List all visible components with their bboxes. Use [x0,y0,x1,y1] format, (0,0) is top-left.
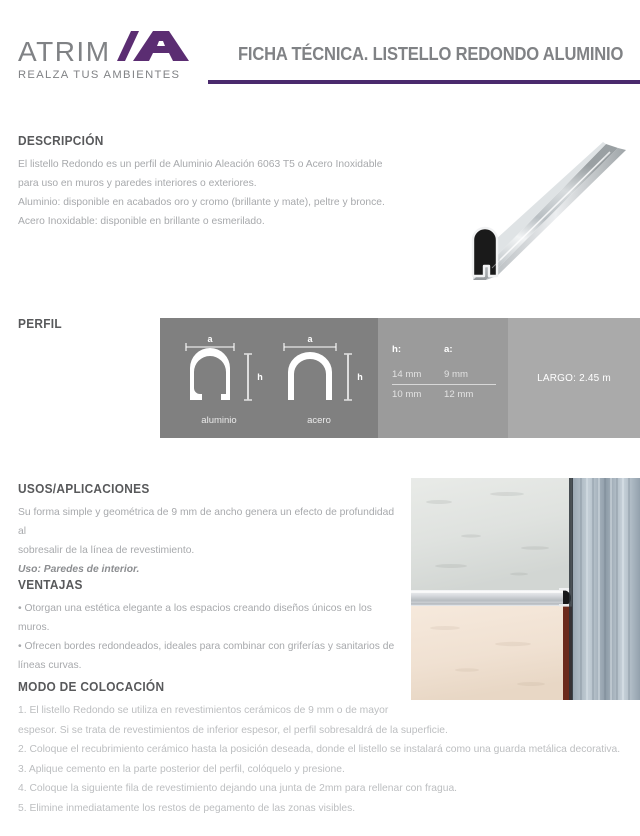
perfil-figures-band [160,318,378,438]
measure-cell: 12 mm [444,389,474,400]
descripcion-line: Acero Inoxidable: disponible en brillante o esmerilado. [18,216,265,227]
page-title: FICHA TÉCNICA. LISTELLO REDONDO ALUMINIO [238,44,624,64]
usos-body [18,503,396,579]
perfil-heading: PERFIL [18,317,62,331]
measures-row [392,369,496,384]
measure-cell: 14 mm [392,369,422,380]
measure-cell: 10 mm [392,389,422,400]
usos-heading: USOS/APLICACIONES [18,482,150,496]
perfil-largo-band [508,318,640,438]
application-photo [411,478,640,700]
measures-header-row [392,344,496,355]
profile-caption-aluminio: aluminio [201,415,237,426]
profile-figure-acero [264,332,374,426]
header-accent-rule [208,80,640,84]
modo-step: 4. Coloque la siguiente fila de revestimiento dejando una junta de 2mm para rellenar con fragua. [18,783,458,794]
descripcion-line: Aluminio: disponible en acabados oro y cromo (brillante y mate), peltre y bronce. [18,197,385,208]
section-modo-colocacion [18,680,626,818]
perfil-panel [160,318,640,438]
descripcion-line: para uso en muros y paredes interiores o exteriores. [18,178,257,189]
modo-step: 2. Coloque el recubrimiento cerámico hasta la posición deseada, donde el listello se instalará como una guarda metálica decorativa. [18,744,621,755]
brand-tagline: REALZA TUS AMBIENTES [18,69,181,81]
ventajas-item: • Ofrecen bordes redondeados, ideales para combinar con griferías y sanitarios de [18,641,395,652]
dim-a-label: a [307,334,313,344]
brand-logo [18,36,203,81]
section-usos [18,482,396,579]
section-ventajas [18,578,396,675]
descripcion-heading: DESCRIPCIÓN [18,134,104,148]
measures-row [392,384,496,400]
modo-step: espesor. Si se trata de revestimientos de inferior espesor, el perfil sobresaldrá de la superficie. [18,724,448,736]
measures-col-a: a: [444,344,453,355]
ventajas-item: • Otorgan una estética elegante a los espacios creando diseños únicos en los muros. [18,603,372,633]
largo-label: LARGO: 2.45 m [537,372,611,384]
usos-line: Su forma simple y geométrica de 9 mm de ancho genera un efecto de profundidad al [18,507,395,537]
perfil-measures-band [378,318,508,438]
modo-step: 5. Elimine inmediatamente los restos de pegamento de las zonas visibles. [18,802,356,814]
profile-figure-aluminio [164,332,274,426]
descripcion-body [18,155,418,231]
usos-line: sobresalir de la línea de revestimiento. [18,545,195,556]
dim-a-label: a [207,334,213,344]
brand-name: ATRIM [18,36,111,67]
descripcion-line: El listello Redondo es un perfil de Aluminio Aleación 6063 T5 o Acero Inoxidable [18,159,383,170]
atrim-a-mark-icon [117,31,189,66]
ventajas-item: líneas curvas. [18,660,82,671]
measures-col-h: h: [392,344,402,355]
profile-caption-acero: acero [307,415,331,426]
modo-step: 3. Aplique cemento en la parte posterior del perfil, colóquelo y presione. [18,763,345,775]
dim-h-label: h [257,372,263,382]
modo-step: 1. El listello Redondo se utiliza en revestimientos cerámicos de 9 mm o de mayor [18,705,389,716]
measure-cell: 9 mm [444,369,468,380]
usos-note: Uso: Paredes de interior. [18,564,140,575]
product-render-image [440,140,630,290]
measures-table [392,344,496,400]
section-descripcion [18,134,418,231]
dim-h-label: h [357,372,363,382]
logo-row [18,36,203,66]
modo-heading: MODO DE COLOCACIÓN [18,680,165,694]
section-perfil [18,317,64,338]
ventajas-heading: VENTAJAS [18,578,83,592]
page-header [0,0,640,110]
